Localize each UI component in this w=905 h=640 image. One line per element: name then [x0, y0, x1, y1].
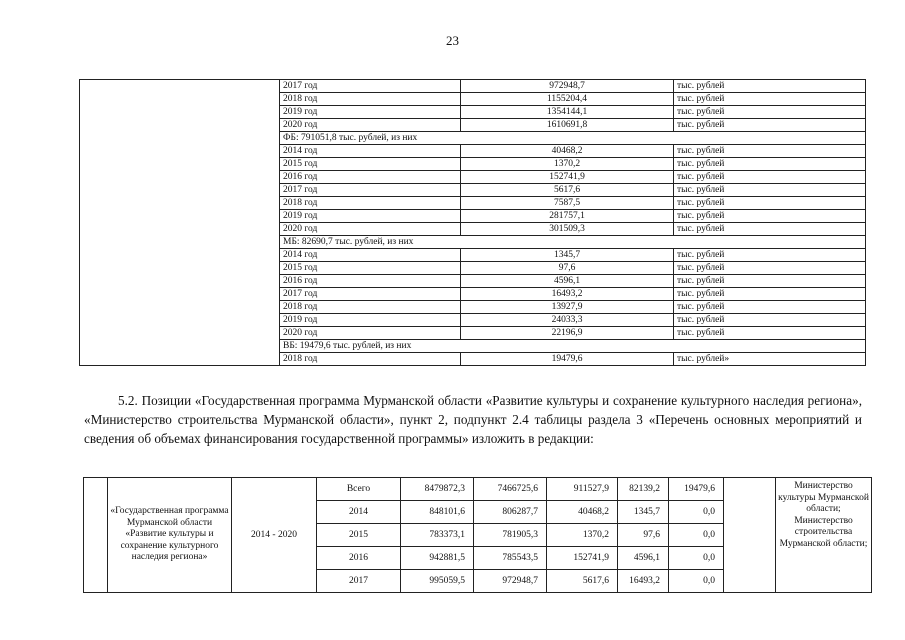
unit-cell: тыс. рублей — [674, 327, 866, 340]
unit-cell: тыс. рублей — [674, 184, 866, 197]
ob-cell: 785543,5 — [474, 547, 547, 570]
unit-cell: тыс. рублей — [674, 158, 866, 171]
amount-cell: 1345,7 — [461, 249, 674, 262]
row-year-cell: 2016 — [317, 547, 401, 570]
vb-cell: 19479,6 — [669, 478, 724, 501]
responsible-cell: Министерство культуры Мурманской области; Министерство строительства Мурманской области; — [776, 478, 872, 593]
row-year-cell: Всего — [317, 478, 401, 501]
amount-cell: 1354144,1 — [461, 106, 674, 119]
year-cell: 2020 год — [280, 119, 461, 132]
funding-source-header: ВБ: 19479,6 тыс. рублей, из них — [280, 340, 866, 353]
ob-cell: 7466725,6 — [474, 478, 547, 501]
row-year-cell: 2017 — [317, 570, 401, 593]
left-blank-cell — [80, 80, 280, 366]
funding-source-header: МБ: 82690,7 тыс. рублей, из них — [280, 236, 866, 249]
unit-cell: тыс. рублей — [674, 80, 866, 93]
empty-cell — [724, 478, 776, 593]
finance-row — [80, 80, 866, 93]
page-number: 23 — [446, 33, 459, 48]
year-cell: 2016 год — [280, 171, 461, 184]
unit-cell: тыс. рублей» — [674, 353, 866, 366]
year-cell: 2018 год — [280, 197, 461, 210]
unit-cell: тыс. рублей — [674, 145, 866, 158]
amount-cell: 1610691,8 — [461, 119, 674, 132]
unit-cell: тыс. рублей — [674, 249, 866, 262]
total-cell: 8479872,3 — [401, 478, 474, 501]
number-cell — [84, 478, 108, 593]
mb-cell: 16493,2 — [618, 570, 669, 593]
amount-cell: 301509,3 — [461, 223, 674, 236]
fb-cell: 152741,9 — [547, 547, 618, 570]
unit-cell: тыс. рублей — [674, 262, 866, 275]
year-cell: 2016 год — [280, 275, 461, 288]
unit-cell: тыс. рублей — [674, 288, 866, 301]
year-cell: 2015 год — [280, 158, 461, 171]
funding-source-header: ФБ: 791051,8 тыс. рублей, из них — [280, 132, 866, 145]
unit-cell: тыс. рублей — [674, 210, 866, 223]
year-cell: 2017 год — [280, 184, 461, 197]
amount-cell: 5617,6 — [461, 184, 674, 197]
amount-cell: 24033,3 — [461, 314, 674, 327]
row-year-cell: 2015 — [317, 524, 401, 547]
amount-cell: 16493,2 — [461, 288, 674, 301]
row-year-cell: 2014 — [317, 501, 401, 524]
program-name-cell: «Государственная программа Мурманской области «Развитие культуры и сохранение культурного наследия региона» — [108, 478, 232, 593]
ob-cell: 806287,7 — [474, 501, 547, 524]
total-cell: 783373,1 — [401, 524, 474, 547]
fb-cell: 40468,2 — [547, 501, 618, 524]
fb-cell: 1370,2 — [547, 524, 618, 547]
unit-cell: тыс. рублей — [674, 223, 866, 236]
amendment-paragraph — [84, 391, 862, 448]
year-cell: 2017 год — [280, 288, 461, 301]
amount-cell: 1155204,4 — [461, 93, 674, 106]
unit-cell: тыс. рублей — [674, 301, 866, 314]
year-cell: 2014 год — [280, 145, 461, 158]
year-cell: 2017 год — [280, 80, 461, 93]
mb-cell: 97,6 — [618, 524, 669, 547]
unit-cell: тыс. рублей — [674, 106, 866, 119]
total-cell: 848101,6 — [401, 501, 474, 524]
total-cell: 942881,5 — [401, 547, 474, 570]
vb-cell: 0,0 — [669, 501, 724, 524]
amount-cell: 19479,6 — [461, 353, 674, 366]
year-cell: 2018 год — [280, 353, 461, 366]
vb-cell: 0,0 — [669, 570, 724, 593]
unit-cell: тыс. рублей — [674, 171, 866, 184]
year-cell: 2015 год — [280, 262, 461, 275]
ob-cell: 972948,7 — [474, 570, 547, 593]
period-cell: 2014 - 2020 — [232, 478, 317, 593]
year-cell: 2019 год — [280, 106, 461, 119]
year-cell: 2020 год — [280, 327, 461, 340]
amount-cell: 4596,1 — [461, 275, 674, 288]
year-cell: 2020 год — [280, 223, 461, 236]
amount-cell: 281757,1 — [461, 210, 674, 223]
unit-cell: тыс. рублей — [674, 275, 866, 288]
year-cell: 2018 год — [280, 93, 461, 106]
amount-cell: 7587,5 — [461, 197, 674, 210]
paragraph-text: 5.2. Позиции «Государственная программа Мурманской области «Развитие культуры и сохранение культурного наследия региона», «Министерство строительства Мурманской области», пункт 2, подпункт 2.4 таблицы раздела 3 «Перечень основных мероприятий и сведения об объемах финансирования государственной программы» изложить в редакции: — [84, 393, 862, 446]
amount-cell: 40468,2 — [461, 145, 674, 158]
finance-table — [79, 79, 866, 366]
amount-cell: 152741,9 — [461, 171, 674, 184]
mb-cell: 1345,7 — [618, 501, 669, 524]
ob-cell: 781905,3 — [474, 524, 547, 547]
vb-cell: 0,0 — [669, 547, 724, 570]
year-cell: 2014 год — [280, 249, 461, 262]
year-cell: 2019 год — [280, 314, 461, 327]
unit-cell: тыс. рублей — [674, 93, 866, 106]
year-cell: 2019 год — [280, 210, 461, 223]
vb-cell: 0,0 — [669, 524, 724, 547]
amount-cell: 972948,7 — [461, 80, 674, 93]
amount-cell: 97,6 — [461, 262, 674, 275]
year-cell: 2018 год — [280, 301, 461, 314]
amount-cell: 22196,9 — [461, 327, 674, 340]
fb-cell: 5617,6 — [547, 570, 618, 593]
unit-cell: тыс. рублей — [674, 197, 866, 210]
amount-cell: 1370,2 — [461, 158, 674, 171]
mb-cell: 4596,1 — [618, 547, 669, 570]
total-cell: 995059,5 — [401, 570, 474, 593]
mb-cell: 82139,2 — [618, 478, 669, 501]
fb-cell: 911527,9 — [547, 478, 618, 501]
program-table — [83, 477, 872, 593]
unit-cell: тыс. рублей — [674, 314, 866, 327]
amount-cell: 13927,9 — [461, 301, 674, 314]
program-row — [84, 478, 872, 501]
unit-cell: тыс. рублей — [674, 119, 866, 132]
